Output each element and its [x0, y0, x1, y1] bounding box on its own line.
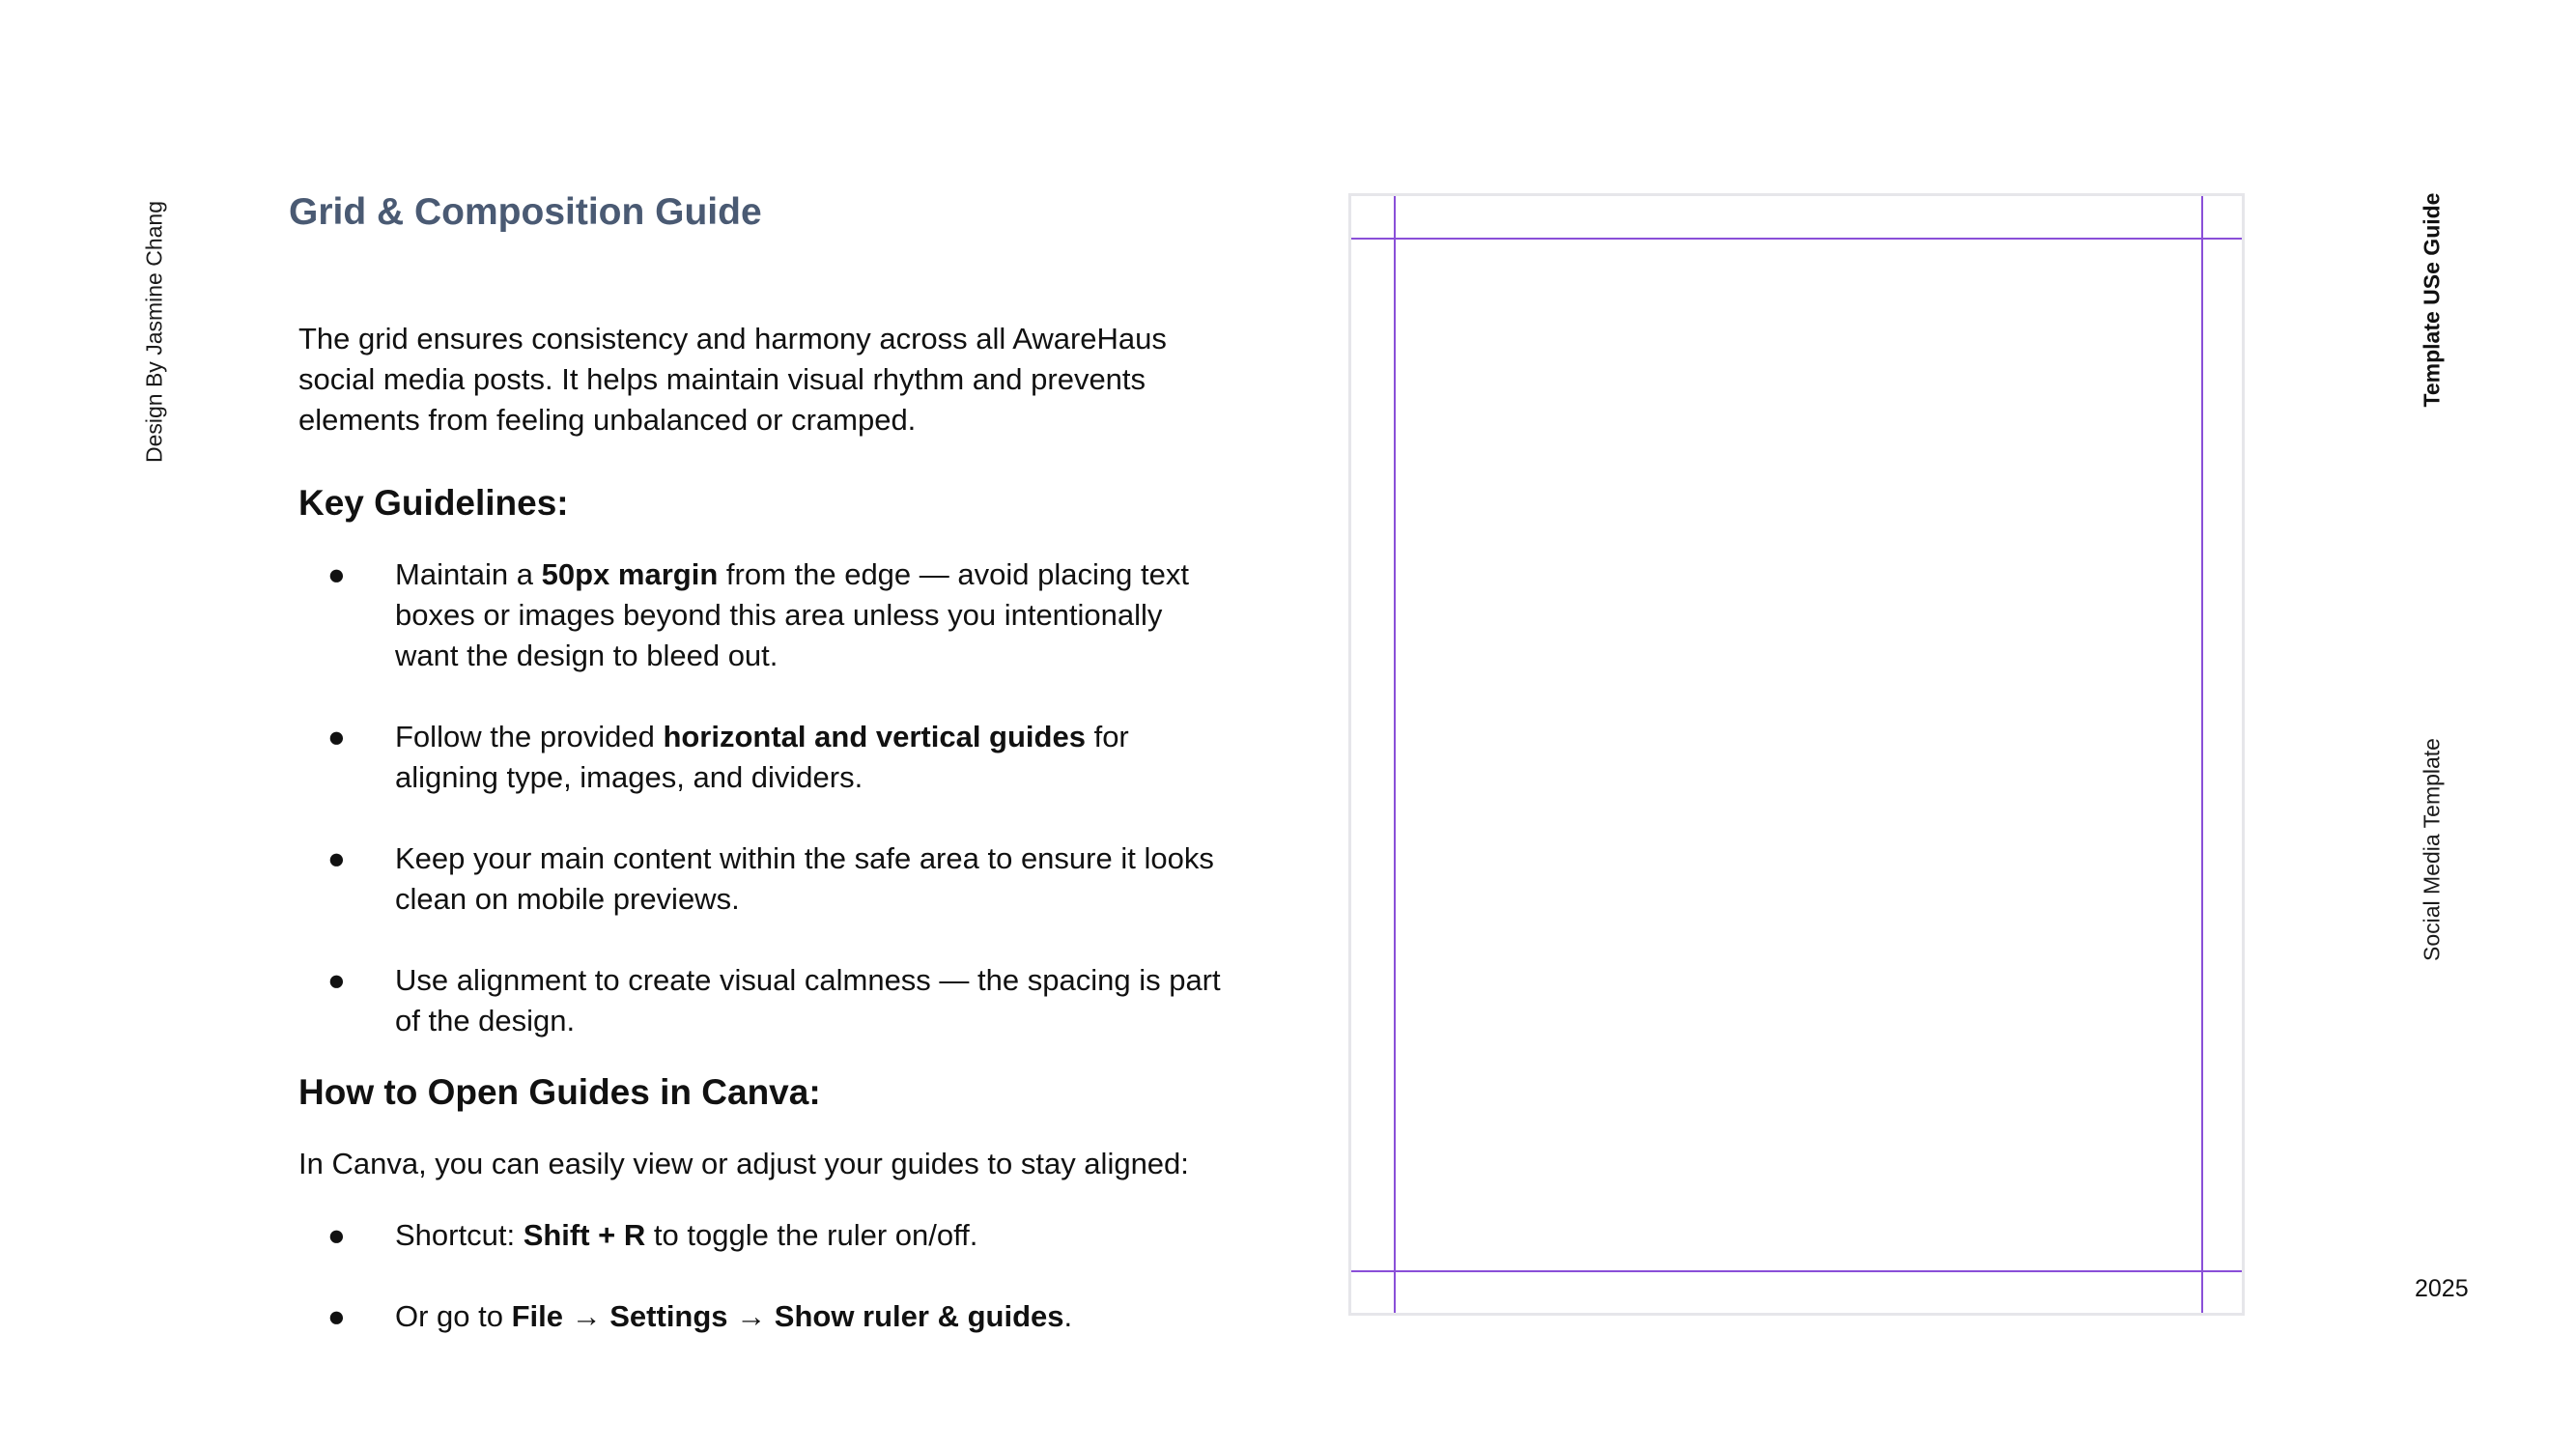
intro-paragraph: The grid ensures consistency and harmony across all AwareHaus social media posts. It helps maintain visual rhythm and prevents elements from feeling unbalanced or cramped. — [298, 322, 1167, 437]
bullet-icon: ● — [327, 720, 346, 753]
bullet-icon: ● — [327, 841, 346, 875]
canva-intro: In Canva, you can easily view or adjust your guides to stay aligned: — [298, 1147, 1189, 1180]
canva-steps-list — [298, 1215, 1226, 1337]
list-item: ● Follow the provided horizontal and vertical guides for aligning type, images, and dividers. — [298, 717, 1226, 798]
guide-top — [1351, 238, 2242, 240]
list-item: ● Maintain a 50px margin from the edge — avoid placing text boxes or images beyond this area unless you intentionally want the design to bleed out. — [298, 554, 1226, 676]
template-use-guide-label: Template USe Guide — [2419, 192, 2445, 408]
bullet-icon: ● — [327, 963, 346, 997]
canva-guides-heading: How to Open Guides in Canva: — [298, 1072, 821, 1112]
key-guidelines-heading: Key Guidelines: — [298, 483, 569, 523]
bullet-icon: ● — [327, 557, 346, 591]
list-item: ● Use alignment to create visual calmness — the spacing is part of the design. — [298, 960, 1226, 1041]
guide-content — [298, 319, 1226, 1337]
bullet-icon: ● — [327, 1218, 346, 1252]
list-item: ● Or go to File → Settings → Show ruler & guides. — [298, 1296, 1226, 1337]
guidelines-list — [298, 554, 1226, 1041]
canvas-preview — [1348, 193, 2245, 1316]
social-media-template-label: Social Media Template — [2419, 738, 2445, 961]
page-title: Grid & Composition Guide — [289, 191, 762, 233]
list-item: ● Keep your main content within the safe area to ensure it looks clean on mobile previews. — [298, 838, 1226, 920]
guide-left — [1394, 196, 1396, 1313]
bullet-icon: ● — [327, 1299, 346, 1333]
designer-credit: Design By Jasmine Chang — [141, 200, 167, 464]
guide-right — [2201, 196, 2203, 1313]
guide-bottom — [1351, 1270, 2242, 1272]
year-label: 2025 — [2415, 1275, 2469, 1302]
list-item: ● Shortcut: Shift + R to toggle the ruler on/off. — [298, 1215, 1226, 1256]
